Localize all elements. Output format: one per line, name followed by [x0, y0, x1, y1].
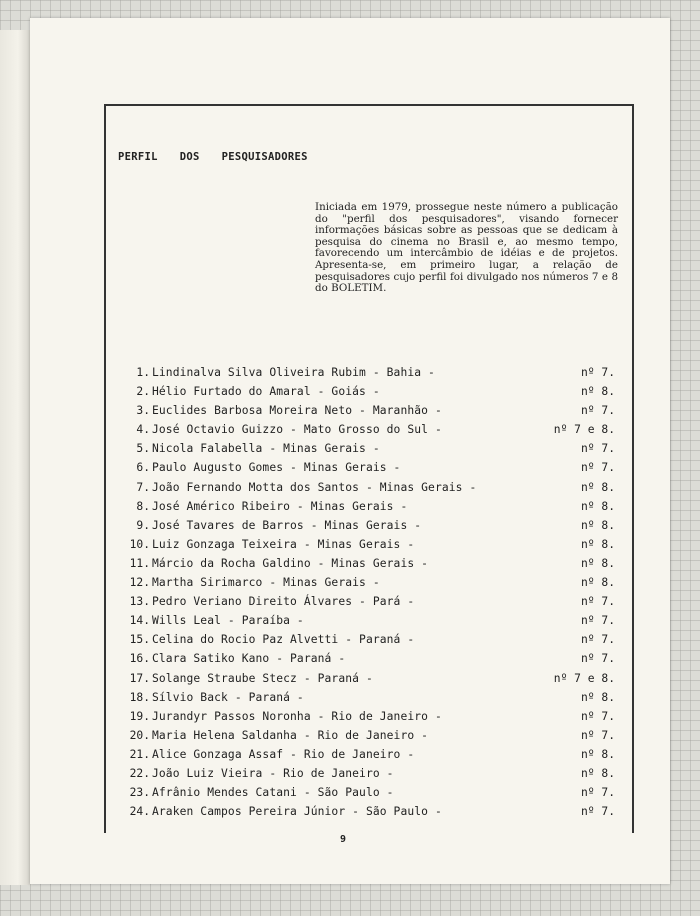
researcher-name-state: Paulo Augusto Gomes - Minas Gerais -: [152, 461, 401, 475]
list-item: [30, 803, 670, 822]
item-number: 6.: [136, 461, 150, 475]
list-item: [30, 631, 670, 650]
researcher-name-state: Pedro Veriano Direito Álvares - Pará -: [152, 595, 415, 609]
researcher-name-state: Lindinalva Silva Oliveira Rubim - Bahia -: [152, 366, 435, 379]
researcher-name-state: José Américo Ribeiro - Minas Gerais -: [152, 499, 408, 513]
researcher-name-state: Márcio da Rocha Galdino - Minas Gerais -: [152, 556, 429, 570]
list-item: [30, 536, 670, 555]
researcher-list: [30, 364, 670, 822]
list-item: [30, 670, 670, 689]
researcher-name-state: Luiz Gonzaga Teixeira - Minas Gerais -: [152, 537, 415, 551]
bulletin-reference: nº 7.: [580, 614, 615, 628]
bulletin-reference: nº 7.: [580, 442, 615, 456]
researcher-name-state: José Tavares de Barros - Minas Gerais -: [152, 518, 422, 532]
researcher-name-state: Wills Leal - Paraíba -: [152, 614, 304, 628]
item-number: 11.: [129, 556, 150, 570]
list-item: [30, 364, 670, 383]
researcher-name-state: Hélio Furtado do Amaral - Goiás -: [152, 385, 380, 399]
list-item: [30, 746, 670, 765]
item-number: 9.: [136, 518, 150, 532]
researcher-name-state: Afrânio Mendes Catani - São Paulo -: [152, 786, 394, 800]
item-number: 18.: [129, 690, 150, 704]
item-number: 12.: [129, 576, 150, 590]
list-item: [30, 593, 670, 612]
list-item: [30, 517, 670, 536]
bulletin-reference: nº 7.: [580, 652, 615, 666]
intro-paragraph: Iniciada em 1979, prossegue neste número a publicação do "perfil dos pesquisadores", visando fornecer informações básicas sobre as pessoas que se dedicam à pesquisa do cinema no Brasil e, ao mesmo tempo, favorecendo um intercâmbio de idéias e de projetos. Apresenta-se, em primeiro lugar, a relação de pesquisadores cujo perfil foi divulgado nos números 7 e 8 do BOLETIM.: [315, 201, 618, 295]
item-number: 19.: [129, 709, 150, 723]
researcher-name-state: João Fernando Motta dos Santos - Minas Gerais -: [152, 480, 477, 494]
researcher-name-state: Nicola Falabella - Minas Gerais -: [152, 442, 380, 456]
list-item: [30, 708, 670, 727]
item-number: 5.: [136, 442, 150, 456]
bulletin-reference: nº 7.: [580, 805, 615, 819]
page-number: 9: [340, 834, 347, 845]
list-item: [30, 421, 670, 440]
heading-word: DOS: [179, 151, 200, 163]
researcher-name-state: José Octavio Guizzo - Mato Grosso do Sul -: [152, 423, 442, 437]
list-item: [30, 574, 670, 593]
researcher-name-state: Maria Helena Saldanha - Rio de Janeiro -: [152, 728, 429, 742]
bulletin-reference: nº 8.: [580, 747, 615, 761]
section-heading: [118, 151, 330, 163]
list-item: [30, 689, 670, 708]
researcher-name-state: Sílvio Back - Paraná -: [152, 690, 304, 704]
item-number: 1.: [136, 366, 150, 379]
list-item: [30, 383, 670, 402]
bulletin-reference: nº 8.: [580, 766, 615, 780]
bulletin-reference: nº 8.: [580, 499, 615, 513]
heading-word: PESQUISADORES: [221, 151, 308, 163]
researcher-name-state: Solange Straube Stecz - Paraná -: [152, 671, 373, 685]
bulletin-reference: nº 7.: [580, 461, 615, 475]
researcher-name-state: Araken Campos Pereira Júnior - São Paulo -: [152, 805, 442, 819]
item-number: 16.: [129, 652, 150, 666]
researcher-name-state: Clara Satiko Kano - Paraná -: [152, 652, 346, 666]
adjacent-page-edge: [0, 30, 30, 885]
item-number: 22.: [129, 766, 150, 780]
item-number: 15.: [129, 633, 150, 647]
item-number: 4.: [136, 423, 150, 437]
item-number: 23.: [129, 786, 150, 800]
bulletin-reference: nº 7.: [580, 633, 615, 647]
bulletin-reference: nº 8.: [580, 537, 615, 551]
bulletin-reference: nº 8.: [580, 556, 615, 570]
list-item: [30, 498, 670, 517]
item-number: 7.: [136, 480, 150, 494]
item-number: 2.: [136, 385, 150, 399]
bulletin-reference: nº 7.: [580, 728, 615, 742]
researcher-name-state: Celina do Rocio Paz Alvetti - Paraná -: [152, 633, 415, 647]
item-number: 24.: [129, 805, 150, 819]
item-number: 3.: [136, 404, 150, 418]
bulletin-reference: nº 7.: [580, 595, 615, 609]
item-number: 8.: [136, 499, 150, 513]
item-number: 17.: [129, 671, 150, 685]
item-number: 20.: [129, 728, 150, 742]
document-page: [30, 18, 670, 884]
researcher-name-state: Martha Sirimarco - Minas Gerais -: [152, 576, 380, 590]
list-item: [30, 784, 670, 803]
researcher-name-state: Euclides Barbosa Moreira Neto - Maranhão -: [152, 404, 442, 418]
list-item: [30, 612, 670, 631]
researcher-name-state: João Luiz Vieira - Rio de Janeiro -: [152, 766, 394, 780]
list-item: [30, 650, 670, 669]
bulletin-reference: nº 7.: [580, 404, 615, 418]
bulletin-reference: nº 8.: [580, 518, 615, 532]
bulletin-reference: nº 8.: [580, 690, 615, 704]
list-item: [30, 765, 670, 784]
researcher-name-state: Alice Gonzaga Assaf - Rio de Janeiro -: [152, 747, 415, 761]
bulletin-reference: nº 7.: [580, 709, 615, 723]
item-number: 21.: [129, 747, 150, 761]
bulletin-reference: nº 7.: [580, 366, 615, 379]
item-number: 14.: [129, 614, 150, 628]
bulletin-reference: nº 7.: [580, 786, 615, 800]
bulletin-reference: nº 8.: [580, 480, 615, 494]
item-number: 13.: [129, 595, 150, 609]
list-item: [30, 555, 670, 574]
list-item: [30, 459, 670, 478]
list-item: [30, 402, 670, 421]
bulletin-reference: nº 8.: [580, 385, 615, 399]
researcher-name-state: Jurandyr Passos Noronha - Rio de Janeiro -: [152, 709, 442, 723]
bulletin-reference: nº 8.: [580, 576, 615, 590]
bulletin-reference: nº 7 e 8.: [553, 671, 615, 685]
list-item: [30, 479, 670, 498]
list-item: [30, 440, 670, 459]
bulletin-reference: nº 7 e 8.: [553, 423, 615, 437]
list-item: [30, 727, 670, 746]
item-number: 10.: [129, 537, 150, 551]
heading-word: PERFIL: [118, 151, 158, 163]
